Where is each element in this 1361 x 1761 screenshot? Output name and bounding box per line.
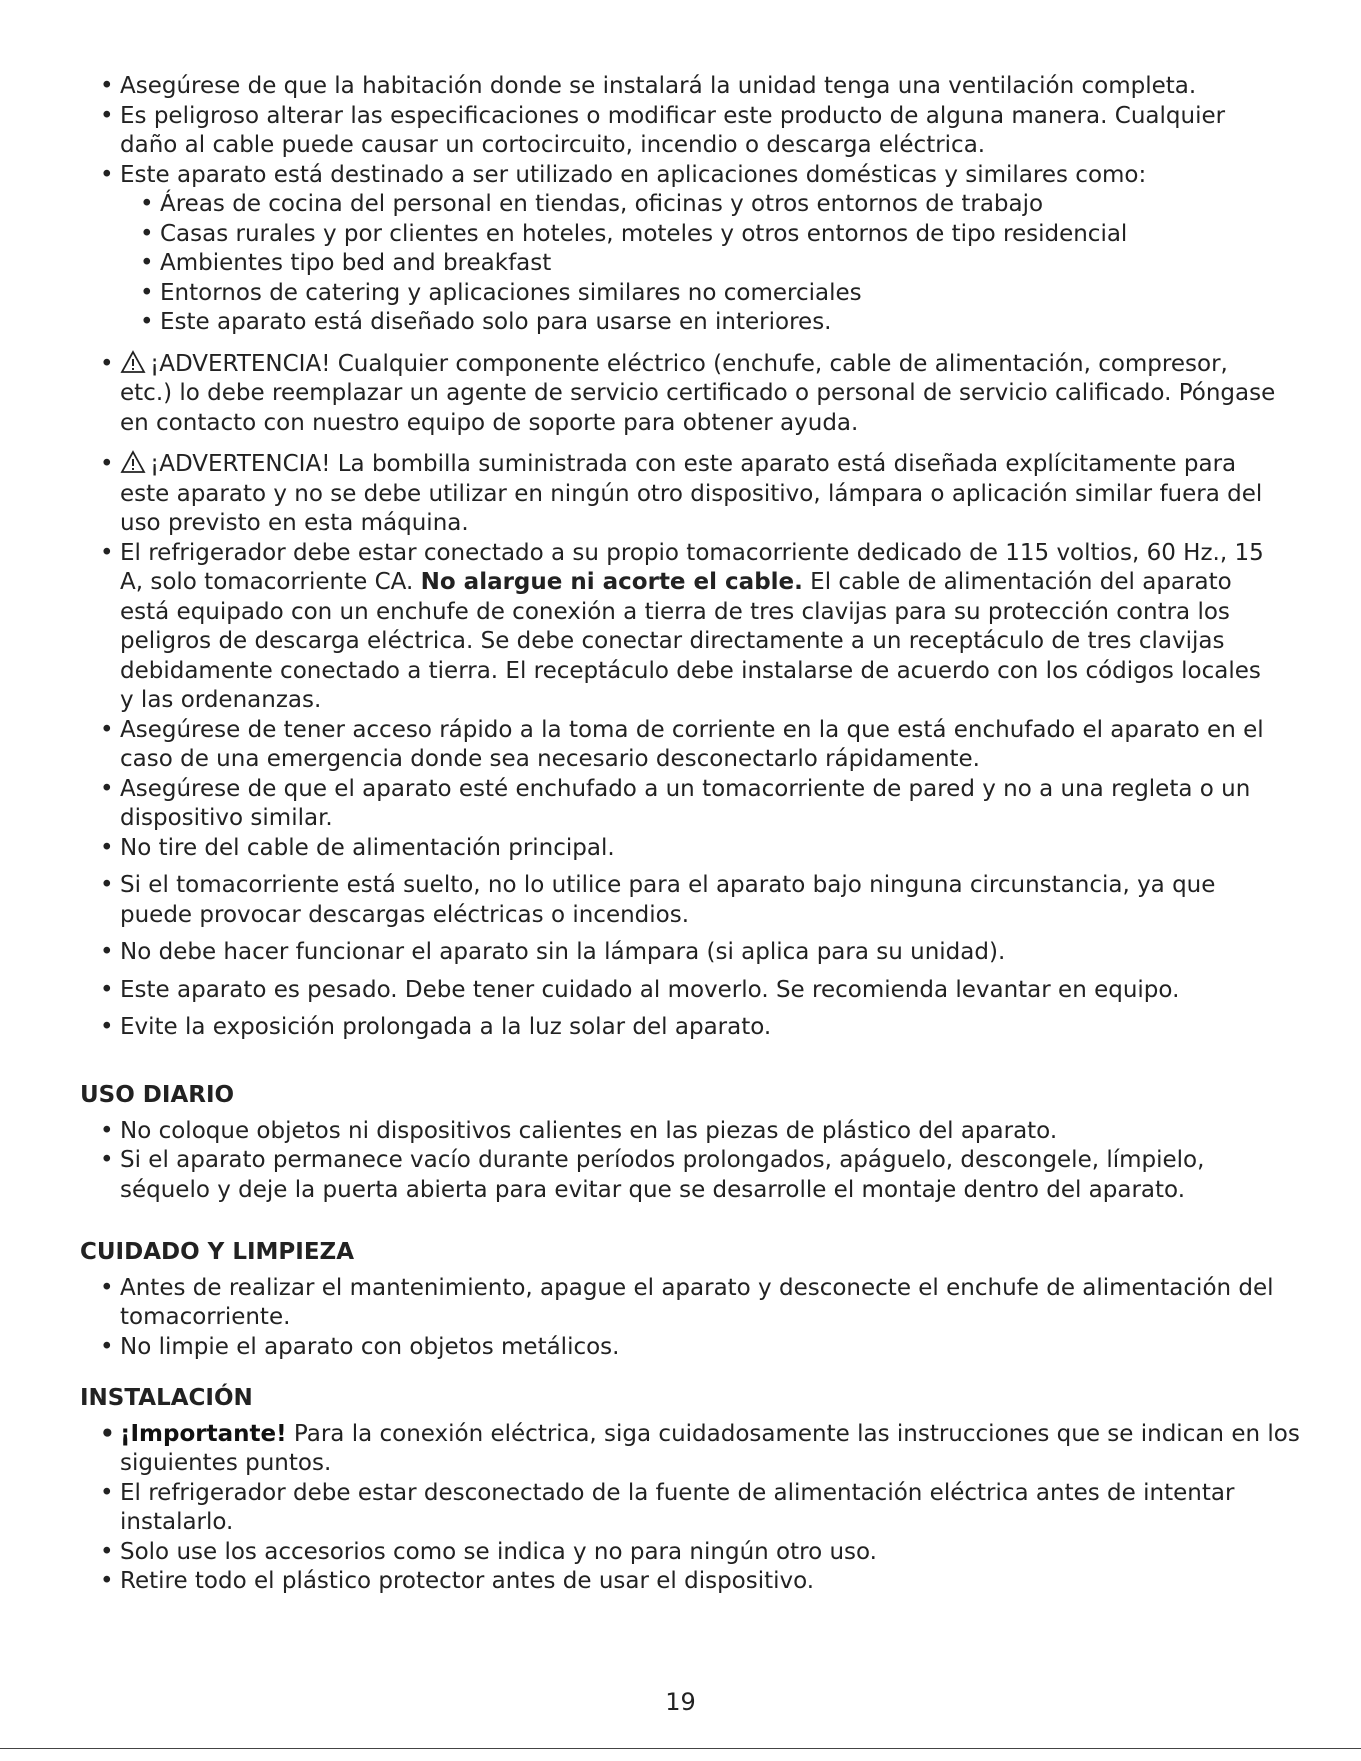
warning-icon — [120, 350, 146, 374]
warning-icon — [120, 450, 146, 474]
bullet: • — [100, 939, 114, 965]
footer-rule — [0, 1748, 1361, 1749]
bullet: • — [100, 872, 114, 898]
sublist-item: • Entornos de catering y aplicaciones similares no comerciales — [160, 279, 1280, 309]
bullet: • — [100, 73, 114, 99]
bullet: • — [100, 539, 114, 566]
list-item: • Retire todo el plástico protector antes de usar el dispositivo. — [120, 1567, 1300, 1597]
bullet: • — [100, 1117, 114, 1144]
bullet: • — [100, 1479, 114, 1506]
section-heading: CUIDADO Y LIMPIEZA — [80, 1239, 355, 1265]
bold-warning: No alargue ni acorte el cable. — [420, 569, 803, 595]
section-heading: INSTALACIÓN — [80, 1385, 253, 1411]
bullet: • — [100, 1568, 114, 1594]
bullet: • — [100, 716, 114, 743]
sublist-item: • Ambientes tipo bed and breakfast — [160, 249, 1280, 279]
bullet: • — [100, 775, 114, 802]
bullet: • — [140, 250, 154, 276]
important-label: ¡Importante! — [120, 1420, 287, 1447]
bullet: • — [100, 1420, 115, 1447]
list-item: • El refrigerador debe estar conectado a su propio tomacorriente dedicado de 115 voltios, 60 Hz., 15 A, solo tomacorriente CA. No alargue ni acorte el cable. El cable de alimentación del aparato está equipado con un enchufe de conexión a tierra de tres clavijas para su protección contra los peligros de descarga eléctrica. Se debe conectar directamente a un receptáculo de tres clavijas debidamente conectado a tierra. El receptáculo debe instalarse de acuerdo con los códigos locales y las ordenanzas. — [100, 539, 1264, 713]
list-item: • Evite la exposición prolongada a la luz solar del aparato. — [120, 1013, 1280, 1043]
section-cuidado — [80, 1238, 1300, 1362]
bullet: • — [100, 834, 114, 861]
warning-item: • ¡ADVERTENCIA! La bombilla suministrada con este aparato está diseñada explícitamente para este aparato y no se debe utilizar en ningún otro dispositivo, lámpara o aplicación similar fuera del uso previsto en esta máquina. — [100, 451, 1263, 536]
list-item: • Asegúrese de tener acceso rápido a la toma de corriente en la que está enchufado el aparato en el caso de una emergencia donde sea necesario desconectarlo rápidamente. — [100, 716, 1264, 772]
page-number: 19 — [665, 1688, 696, 1716]
sublist-item: • Casas rurales y por clientes en hoteles, moteles y otros entornos de tipo residencial — [160, 220, 1280, 250]
list-item: • Este aparato es pesado. Debe tener cuidado al moverlo. Se recomienda levantar en equipo. — [120, 976, 1280, 1006]
bullet: • — [100, 1014, 114, 1040]
bullet: • — [140, 220, 154, 247]
bullet: • — [140, 191, 154, 217]
cuidado-list — [100, 1274, 1300, 1363]
uso-diario-list — [100, 1117, 1300, 1206]
section-uso-diario — [80, 1081, 1300, 1205]
list-item: • Si el tomacorriente está suelto, no lo utilice para el aparato bajo ninguna circunstancia, ya que puede provocar descargas eléctricas o incendios. — [100, 872, 1216, 928]
instalacion-list — [100, 1420, 1300, 1597]
bullet: • — [100, 1333, 114, 1360]
bullet: • — [140, 279, 154, 306]
list-item: • Si el aparato permanece vacío durante períodos prolongados, apáguelo, descongele, límpielo, séquelo y deje la puerta abierta para evitar que se desarrolle el montaje dentro del aparato. — [100, 1147, 1205, 1203]
list-item: • Este aparato está destinado a ser utilizado en aplicaciones domésticas y similares como: • Áreas de cocina del personal en tiendas, oficinas y otros entornos de trabajo • Casas rurales y por clientes en hoteles, moteles y otros entornos de tipo residencial • Ambientes tipo bed and breakfast • Entornos de catering y aplicaciones similares no comerciales • Este aparato está diseñado solo para usarse en interiores. — [120, 161, 1280, 338]
sublist-item: • Este aparato está diseñado solo para usarse en interiores. — [160, 308, 1280, 338]
bullet: • — [100, 102, 114, 129]
bullet: • — [100, 161, 114, 188]
bullet: • — [100, 350, 114, 377]
list-item: • Es peligroso alterar las especificaciones o modificar este producto de alguna manera. Cualquier daño al cable puede causar un cortocircuito, incendio o descarga eléctrica. — [100, 102, 1226, 158]
safety-list — [100, 72, 1280, 1043]
list-item: • Antes de realizar el mantenimiento, apague el aparato y desconecte el enchufe de alimentación del tomacorriente. — [100, 1274, 1274, 1330]
bullet: • — [100, 1538, 114, 1565]
list-item: • No limpie el aparato con objetos metálicos. — [120, 1333, 1300, 1363]
warning-item: • ¡ADVERTENCIA! Cualquier componente eléctrico (enchufe, cable de alimentación, compresor, etc.) lo debe reemplazar un agente de servicio certificado o personal de servicio calificado. Póngase en contacto con nuestro equipo de soporte para obtener ayuda. — [100, 350, 1276, 436]
bullet: • — [100, 976, 114, 1003]
list-item: • ¡Importante! Para la conexión eléctrica, siga cuidadosamente las instrucciones que se indican en los siguientes puntos. — [100, 1420, 1300, 1476]
usage-sublist — [120, 190, 1280, 338]
list-item: • Asegúrese de que la habitación donde se instalará la unidad tenga una ventilación completa. — [120, 72, 1280, 102]
list-item: • No debe hacer funcionar el aparato sin la lámpara (si aplica para su unidad). — [120, 938, 1280, 968]
section-instalacion — [80, 1384, 1300, 1597]
section-heading: USO DIARIO — [80, 1082, 235, 1108]
list-item: • No tire del cable de alimentación principal. — [120, 834, 1280, 864]
list-item: • Solo use los accesorios como se indica y no para ningún otro uso. — [120, 1538, 1300, 1568]
bullet: • — [100, 1274, 114, 1301]
bullet: • — [140, 309, 154, 335]
bullet: • — [100, 1147, 114, 1173]
bullet: • — [100, 451, 114, 477]
sublist-item: • Áreas de cocina del personal en tiendas, oficinas y otros entornos de trabajo — [160, 190, 1280, 220]
list-item: • El refrigerador debe estar desconectado de la fuente de alimentación eléctrica antes de intentar instalarlo. — [100, 1479, 1235, 1535]
list-item: • No coloque objetos ni dispositivos calientes en las piezas de plástico del aparato. — [120, 1117, 1300, 1147]
list-item: • Asegúrese de que el aparato esté enchufado a un tomacorriente de pared y no a una regleta o un dispositivo similar. — [100, 775, 1251, 831]
